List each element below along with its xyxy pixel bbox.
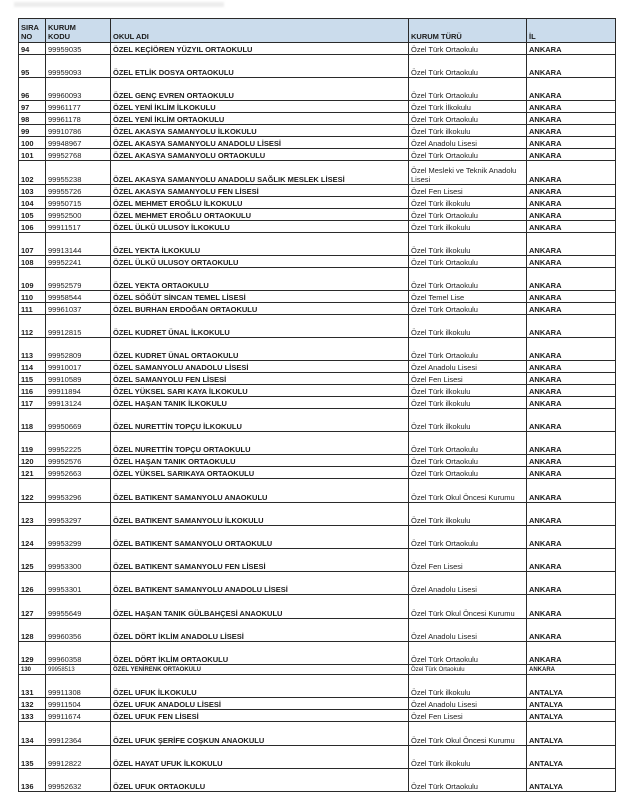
table-row: [19, 125, 616, 137]
cell-il: ANTALYA: [527, 710, 616, 722]
cell-sira-no: 94: [19, 43, 46, 55]
table-row: [19, 315, 616, 338]
cell-sira-no: 130: [19, 665, 46, 675]
cell-il: ANKARA: [527, 338, 616, 361]
cell-kurum-kodu: 99952663: [46, 467, 111, 479]
cell-kurum-kodu: 99960356: [46, 619, 111, 642]
header-sira-no: [19, 19, 46, 43]
cell-kurum-kodu: 99910017: [46, 361, 111, 373]
cell-okul-adi: ÖZEL HAŞAN TANIK GÜLBAHÇESİ ANAOKULU: [111, 595, 409, 619]
cell-kurum-kodu: 99912822: [46, 746, 111, 769]
cell-sira-no: 123: [19, 503, 46, 526]
cell-kurum-turu: Özel Anadolu Lisesi: [409, 572, 527, 595]
cell-kurum-turu: Özel Türk Ortaokulu: [409, 526, 527, 549]
table-row: [19, 113, 616, 125]
cell-okul-adi: ÖZEL HAŞAN TANIK ORTAOKULU: [111, 455, 409, 467]
cell-kurum-turu: Özel Türk Ortaokulu: [409, 303, 527, 315]
cell-kurum-turu: Özel Türk Okul Öncesi Kurumu: [409, 722, 527, 746]
cell-il: ANKARA: [527, 161, 616, 185]
cell-kurum-kodu: 99952500: [46, 209, 111, 221]
cell-il: ANKARA: [527, 113, 616, 125]
cell-kurum-kodu: 99910589: [46, 373, 111, 385]
cell-sira-no: 135: [19, 746, 46, 769]
cell-okul-adi: ÖZEL UFUK FEN LİSESİ: [111, 710, 409, 722]
scan-artifact: [14, 2, 224, 7]
table-header-row: [19, 19, 616, 43]
cell-kurum-turu: Özel Türk Ortaokulu: [409, 149, 527, 161]
cell-il: ANKARA: [527, 503, 616, 526]
cell-il: ANKARA: [527, 385, 616, 397]
cell-kurum-turu: Özel Türk Ortaokulu: [409, 769, 527, 792]
table-row: [19, 710, 616, 722]
cell-il: ANKARA: [527, 125, 616, 137]
cell-il: ANKARA: [527, 467, 616, 479]
cell-sira-no: 100: [19, 137, 46, 149]
table-row: [19, 722, 616, 746]
table-row: [19, 549, 616, 572]
cell-okul-adi: ÖZEL BATIKENT SAMANYOLU ORTAOKULU: [111, 526, 409, 549]
cell-sira-no: 128: [19, 619, 46, 642]
cell-il: ANKARA: [527, 55, 616, 78]
header-il: [527, 19, 616, 43]
cell-kurum-kodu: 99950715: [46, 197, 111, 209]
cell-kurum-turu: Özel Türk Ortaokulu: [409, 113, 527, 125]
table-row: [19, 526, 616, 549]
table-row: [19, 455, 616, 467]
cell-il: ANKARA: [527, 479, 616, 503]
cell-okul-adi: ÖZEL GENÇ EVREN ORTAOKULU: [111, 78, 409, 101]
cell-kurum-kodu: 99959093: [46, 55, 111, 78]
cell-okul-adi: ÖZEL NURETTİN TOPÇU ORTAOKULU: [111, 432, 409, 455]
table-row: [19, 149, 616, 161]
table-row: [19, 467, 616, 479]
cell-il: ANKARA: [527, 397, 616, 409]
cell-kurum-turu: Özel Türk Ortaokulu: [409, 432, 527, 455]
cell-kurum-kodu: 99958544: [46, 291, 111, 303]
table-row: [19, 675, 616, 698]
cell-kurum-kodu: 99953297: [46, 503, 111, 526]
cell-okul-adi: ÖZEL MEHMET EROĞLU İLKOKULU: [111, 197, 409, 209]
cell-okul-adi: ÖZEL AKASYA SAMANYOLU ORTAOKULU: [111, 149, 409, 161]
header-okul-adi: [111, 19, 409, 43]
cell-kurum-turu: Özel Fen Lisesi: [409, 185, 527, 197]
cell-il: ANKARA: [527, 595, 616, 619]
cell-il: ANKARA: [527, 572, 616, 595]
cell-il: ANKARA: [527, 149, 616, 161]
cell-il: ANKARA: [527, 409, 616, 432]
cell-okul-adi: ÖZEL BATIKENT SAMANYOLU FEN LİSESİ: [111, 549, 409, 572]
cell-kurum-kodu: 99913124: [46, 397, 111, 409]
cell-okul-adi: ÖZEL UFUK İLKOKULU: [111, 675, 409, 698]
cell-sira-no: 122: [19, 479, 46, 503]
cell-okul-adi: ÖZEL ÜLKÜ ULUSOY ORTAOKULU: [111, 256, 409, 268]
header-sira-no-line2: NO: [21, 31, 33, 41]
cell-il: ANKARA: [527, 233, 616, 256]
cell-okul-adi: ÖZEL ETLİK DOSYA ORTAOKULU: [111, 55, 409, 78]
cell-il: ANKARA: [527, 303, 616, 315]
cell-kurum-turu: Özel Türk Ortaokulu: [409, 55, 527, 78]
table-row: [19, 572, 616, 595]
cell-sira-no: 106: [19, 221, 46, 233]
cell-kurum-kodu: 99953300: [46, 549, 111, 572]
cell-okul-adi: ÖZEL AKASYA SAMANYOLU ANADOLU LİSESİ: [111, 137, 409, 149]
cell-kurum-kodu: 99953301: [46, 572, 111, 595]
table-row: [19, 233, 616, 256]
cell-kurum-kodu: 99912815: [46, 315, 111, 338]
cell-okul-adi: ÖZEL KUDRET ÜNAL ORTAOKULU: [111, 338, 409, 361]
cell-sira-no: 107: [19, 233, 46, 256]
table-row: [19, 432, 616, 455]
table-row: [19, 43, 616, 55]
cell-kurum-turu: Özel Anadolu Lisesi: [409, 137, 527, 149]
table-row: [19, 101, 616, 113]
cell-sira-no: 127: [19, 595, 46, 619]
table-row: [19, 256, 616, 268]
cell-kurum-kodu: 99955238: [46, 161, 111, 185]
table-row: [19, 268, 616, 291]
cell-okul-adi: ÖZEL YENİ İKLİM İLKOKULU: [111, 101, 409, 113]
cell-sira-no: 120: [19, 455, 46, 467]
table-row: [19, 746, 616, 769]
cell-kurum-kodu: 99911517: [46, 221, 111, 233]
table-row: [19, 291, 616, 303]
cell-okul-adi: ÖZEL ÜLKÜ ULUSOY İLKOKULU: [111, 221, 409, 233]
table-row: [19, 373, 616, 385]
table-row: [19, 55, 616, 78]
table-row: [19, 665, 616, 675]
cell-il: ANKARA: [527, 361, 616, 373]
cell-il: ANTALYA: [527, 698, 616, 710]
table-row: [19, 137, 616, 149]
cell-kurum-kodu: 99911308: [46, 675, 111, 698]
cell-kurum-turu: Özel Türk Ortaokulu: [409, 209, 527, 221]
cell-kurum-turu: Özel Türk ilkokulu: [409, 197, 527, 209]
table-row: [19, 385, 616, 397]
cell-kurum-turu: Özel Türk Ortaokulu: [409, 78, 527, 101]
cell-okul-adi: ÖZEL SAMANYOLU FEN LİSESİ: [111, 373, 409, 385]
cell-kurum-turu: Özel Türk Okul Öncesi Kurumu: [409, 479, 527, 503]
table-row: [19, 397, 616, 409]
cell-okul-adi: ÖZEL KUDRET ÜNAL İLKOKULU: [111, 315, 409, 338]
header-kurum-kodu-line1: KURUM: [48, 23, 76, 32]
cell-sira-no: 136: [19, 769, 46, 792]
cell-kurum-kodu: 99953299: [46, 526, 111, 549]
cell-il: ANKARA: [527, 315, 616, 338]
cell-okul-adi: ÖZEL SAMANYOLU ANADOLU LİSESİ: [111, 361, 409, 373]
cell-okul-adi: ÖZEL UFUK ANADOLU LİSESİ: [111, 698, 409, 710]
cell-okul-adi: ÖZEL UFUK ŞERİFE COŞKUN ANAOKULU: [111, 722, 409, 746]
cell-kurum-kodu: 99952809: [46, 338, 111, 361]
table-row: [19, 209, 616, 221]
cell-il: ANKARA: [527, 268, 616, 291]
cell-kurum-kodu: 99952632: [46, 769, 111, 792]
cell-okul-adi: ÖZEL NURETTİN TOPÇU İLKOKULU: [111, 409, 409, 432]
cell-okul-adi: ÖZEL MEHMET EROĞLU ORTAOKULU: [111, 209, 409, 221]
cell-okul-adi: ÖZEL UFUK ORTAOKULU: [111, 769, 409, 792]
table-row: [19, 361, 616, 373]
cell-sira-no: 129: [19, 642, 46, 665]
cell-sira-no: 131: [19, 675, 46, 698]
table-row: [19, 479, 616, 503]
cell-kurum-kodu: 99910786: [46, 125, 111, 137]
cell-il: ANKARA: [527, 185, 616, 197]
cell-okul-adi: ÖZEL YEKTA İLKOKULU: [111, 233, 409, 256]
cell-il: ANKARA: [527, 619, 616, 642]
cell-sira-no: 96: [19, 78, 46, 101]
cell-il: ANKARA: [527, 549, 616, 572]
cell-il: ANKARA: [527, 455, 616, 467]
cell-il: ANTALYA: [527, 746, 616, 769]
cell-il: ANKARA: [527, 291, 616, 303]
header-okul-adi-label: OKUL ADI: [113, 31, 149, 41]
cell-kurum-kodu: 99952768: [46, 149, 111, 161]
cell-sira-no: 103: [19, 185, 46, 197]
cell-okul-adi: ÖZEL YÜKSEL SARI KAYA İLKOKULU: [111, 385, 409, 397]
cell-kurum-kodu: 99960093: [46, 78, 111, 101]
cell-kurum-turu: Özel Türk ilkokulu: [409, 221, 527, 233]
cell-kurum-turu: Özel Türk ilkokulu: [409, 503, 527, 526]
cell-kurum-turu: Özel Türk Ortaokulu: [409, 256, 527, 268]
cell-il: ANTALYA: [527, 769, 616, 792]
cell-sira-no: 119: [19, 432, 46, 455]
cell-kurum-turu: Özel Türk Ortaokulu: [409, 268, 527, 291]
table-row: [19, 619, 616, 642]
cell-sira-no: 98: [19, 113, 46, 125]
cell-kurum-kodu: 99952241: [46, 256, 111, 268]
cell-sira-no: 115: [19, 373, 46, 385]
cell-il: ANKARA: [527, 526, 616, 549]
table-row: [19, 197, 616, 209]
cell-il: ANKARA: [527, 43, 616, 55]
cell-sira-no: 97: [19, 101, 46, 113]
cell-kurum-kodu: 99960358: [46, 642, 111, 665]
cell-kurum-kodu: 99958513: [46, 665, 111, 675]
header-kurum-kodu: [46, 19, 111, 43]
cell-kurum-kodu: 99955726: [46, 185, 111, 197]
header-kurum-turu: [409, 19, 527, 43]
table-row: [19, 78, 616, 101]
cell-kurum-turu: Özel Fen Lisesi: [409, 710, 527, 722]
cell-sira-no: 112: [19, 315, 46, 338]
table-row: [19, 769, 616, 792]
table-row: [19, 642, 616, 665]
cell-kurum-kodu: 99913144: [46, 233, 111, 256]
cell-kurum-turu: Özel Türk İlkokulu: [409, 101, 527, 113]
cell-kurum-turu: Özel Türk ilkokulu: [409, 315, 527, 338]
cell-kurum-kodu: 99961177: [46, 101, 111, 113]
table-row: [19, 161, 616, 185]
cell-okul-adi: ÖZEL HAŞAN TANIK İLKOKULU: [111, 397, 409, 409]
cell-il: ANTALYA: [527, 675, 616, 698]
table-row: [19, 698, 616, 710]
cell-kurum-turu: Özel Fen Lisesi: [409, 549, 527, 572]
cell-okul-adi: ÖZEL AKASYA SAMANYOLU FEN LİSESİ: [111, 185, 409, 197]
cell-kurum-kodu: 99952579: [46, 268, 111, 291]
cell-il: ANKARA: [527, 373, 616, 385]
cell-il: ANKARA: [527, 642, 616, 665]
cell-sira-no: 117: [19, 397, 46, 409]
cell-kurum-kodu: 99961037: [46, 303, 111, 315]
cell-sira-no: 99: [19, 125, 46, 137]
cell-kurum-turu: Özel Türk ilkokulu: [409, 385, 527, 397]
cell-kurum-kodu: 99912364: [46, 722, 111, 746]
header-il-label: İL: [529, 31, 536, 41]
cell-il: ANKARA: [527, 256, 616, 268]
cell-kurum-turu: Özel Türk Ortaokulu: [409, 338, 527, 361]
cell-okul-adi: ÖZEL YÜKSEL SARIKAYA ORTAOKULU: [111, 467, 409, 479]
school-list-table: [18, 18, 616, 792]
cell-kurum-turu: Özel Anadolu Lisesi: [409, 361, 527, 373]
cell-il: ANKARA: [527, 209, 616, 221]
cell-kurum-kodu: 99948967: [46, 137, 111, 149]
cell-il: ANKARA: [527, 221, 616, 233]
cell-kurum-turu: Özel Türk ilkokulu: [409, 409, 527, 432]
cell-okul-adi: ÖZEL BATIKENT SAMANYOLU ANAOKULU: [111, 479, 409, 503]
cell-kurum-kodu: 99955649: [46, 595, 111, 619]
cell-sira-no: 111: [19, 303, 46, 315]
cell-kurum-turu: Özel Türk ilkokulu: [409, 125, 527, 137]
cell-sira-no: 114: [19, 361, 46, 373]
cell-kurum-turu: Özel Türk Okul Öncesi Kurumu: [409, 595, 527, 619]
cell-sira-no: 95: [19, 55, 46, 78]
table-row: [19, 338, 616, 361]
table-row: [19, 303, 616, 315]
cell-kurum-turu: Özel Türk Ortaokulu: [409, 642, 527, 665]
cell-kurum-turu: Özel Türk ilkokulu: [409, 397, 527, 409]
cell-il: ANTALYA: [527, 722, 616, 746]
cell-sira-no: 133: [19, 710, 46, 722]
cell-kurum-kodu: 99950669: [46, 409, 111, 432]
cell-sira-no: 108: [19, 256, 46, 268]
table-row: [19, 221, 616, 233]
cell-sira-no: 134: [19, 722, 46, 746]
cell-okul-adi: ÖZEL YEKTA ORTAOKULU: [111, 268, 409, 291]
cell-kurum-turu: Özel Türk Ortaokulu: [409, 43, 527, 55]
cell-il: ANKARA: [527, 101, 616, 113]
cell-kurum-turu: Özel Türk Ortaokulu: [409, 467, 527, 479]
header-kurum-kodu-line2: KODU: [48, 31, 71, 41]
cell-kurum-kodu: 99952225: [46, 432, 111, 455]
cell-okul-adi: ÖZEL KEÇİÖREN YÜZYIL ORTAOKULU: [111, 43, 409, 55]
cell-sira-no: 101: [19, 149, 46, 161]
cell-kurum-kodu: 99953296: [46, 479, 111, 503]
cell-kurum-kodu: 99961178: [46, 113, 111, 125]
cell-kurum-turu: Özel Türk ilkokulu: [409, 675, 527, 698]
table-row: [19, 503, 616, 526]
cell-sira-no: 124: [19, 526, 46, 549]
cell-sira-no: 113: [19, 338, 46, 361]
cell-sira-no: 109: [19, 268, 46, 291]
cell-sira-no: 132: [19, 698, 46, 710]
cell-okul-adi: ÖZEL HAYAT UFUK İLKOKULU: [111, 746, 409, 769]
cell-okul-adi: ÖZEL BATIKENT SAMANYOLU ANADOLU LİSESİ: [111, 572, 409, 595]
cell-kurum-kodu: 99911894: [46, 385, 111, 397]
header-kurum-turu-label: KURUM TÜRÜ: [411, 31, 462, 41]
cell-okul-adi: ÖZEL BURHAN ERDOĞAN ORTAOKULU: [111, 303, 409, 315]
cell-kurum-turu: Özel Türk Ortaokulu: [409, 665, 527, 675]
cell-kurum-kodu: 99959035: [46, 43, 111, 55]
cell-sira-no: 126: [19, 572, 46, 595]
cell-sira-no: 102: [19, 161, 46, 185]
table-body: [19, 19, 616, 792]
cell-sira-no: 105: [19, 209, 46, 221]
cell-okul-adi: ÖZEL SÖĞÜT SİNCAN TEMEL LİSESİ: [111, 291, 409, 303]
cell-okul-adi: ÖZEL AKASYA SAMANYOLU ANADOLU SAĞLIK MESLEK LİSESİ: [111, 161, 409, 185]
cell-sira-no: 118: [19, 409, 46, 432]
cell-il: ANKARA: [527, 137, 616, 149]
cell-kurum-kodu: 99911674: [46, 710, 111, 722]
cell-okul-adi: ÖZEL YENİRENK ORTAOKULU: [111, 665, 409, 675]
cell-kurum-turu: Özel Mesleki ve Teknik Anadolu Lisesi: [409, 161, 527, 185]
cell-okul-adi: ÖZEL YENİ İKLİM ORTAOKULU: [111, 113, 409, 125]
cell-il: ANKARA: [527, 197, 616, 209]
cell-kurum-turu: Özel Fen Lisesi: [409, 373, 527, 385]
table-row: [19, 185, 616, 197]
cell-il: ANKARA: [527, 665, 616, 675]
cell-kurum-turu: Özel Türk Ortaokulu: [409, 455, 527, 467]
cell-sira-no: 125: [19, 549, 46, 572]
cell-kurum-turu: Özel Temel Lise: [409, 291, 527, 303]
cell-kurum-turu: Özel Anadolu Lisesi: [409, 698, 527, 710]
cell-kurum-kodu: 99952576: [46, 455, 111, 467]
cell-okul-adi: ÖZEL BATIKENT SAMANYOLU İLKOKULU: [111, 503, 409, 526]
header-sira-no-line1: SIRA: [21, 23, 39, 32]
cell-kurum-turu: Özel Türk ilkokulu: [409, 233, 527, 256]
cell-sira-no: 121: [19, 467, 46, 479]
cell-il: ANKARA: [527, 78, 616, 101]
cell-sira-no: 116: [19, 385, 46, 397]
cell-okul-adi: ÖZEL DÖRT İKLİM ANADOLU LİSESİ: [111, 619, 409, 642]
cell-kurum-kodu: 99911504: [46, 698, 111, 710]
cell-sira-no: 104: [19, 197, 46, 209]
cell-okul-adi: ÖZEL DÖRT İKLİM ORTAOKULU: [111, 642, 409, 665]
cell-kurum-turu: Özel Türk ilkokulu: [409, 746, 527, 769]
cell-sira-no: 110: [19, 291, 46, 303]
table-row: [19, 595, 616, 619]
cell-il: ANKARA: [527, 432, 616, 455]
cell-kurum-turu: Özel Anadolu Lisesi: [409, 619, 527, 642]
cell-okul-adi: ÖZEL AKASYA SAMANYOLU İLKOKULU: [111, 125, 409, 137]
table-row: [19, 409, 616, 432]
